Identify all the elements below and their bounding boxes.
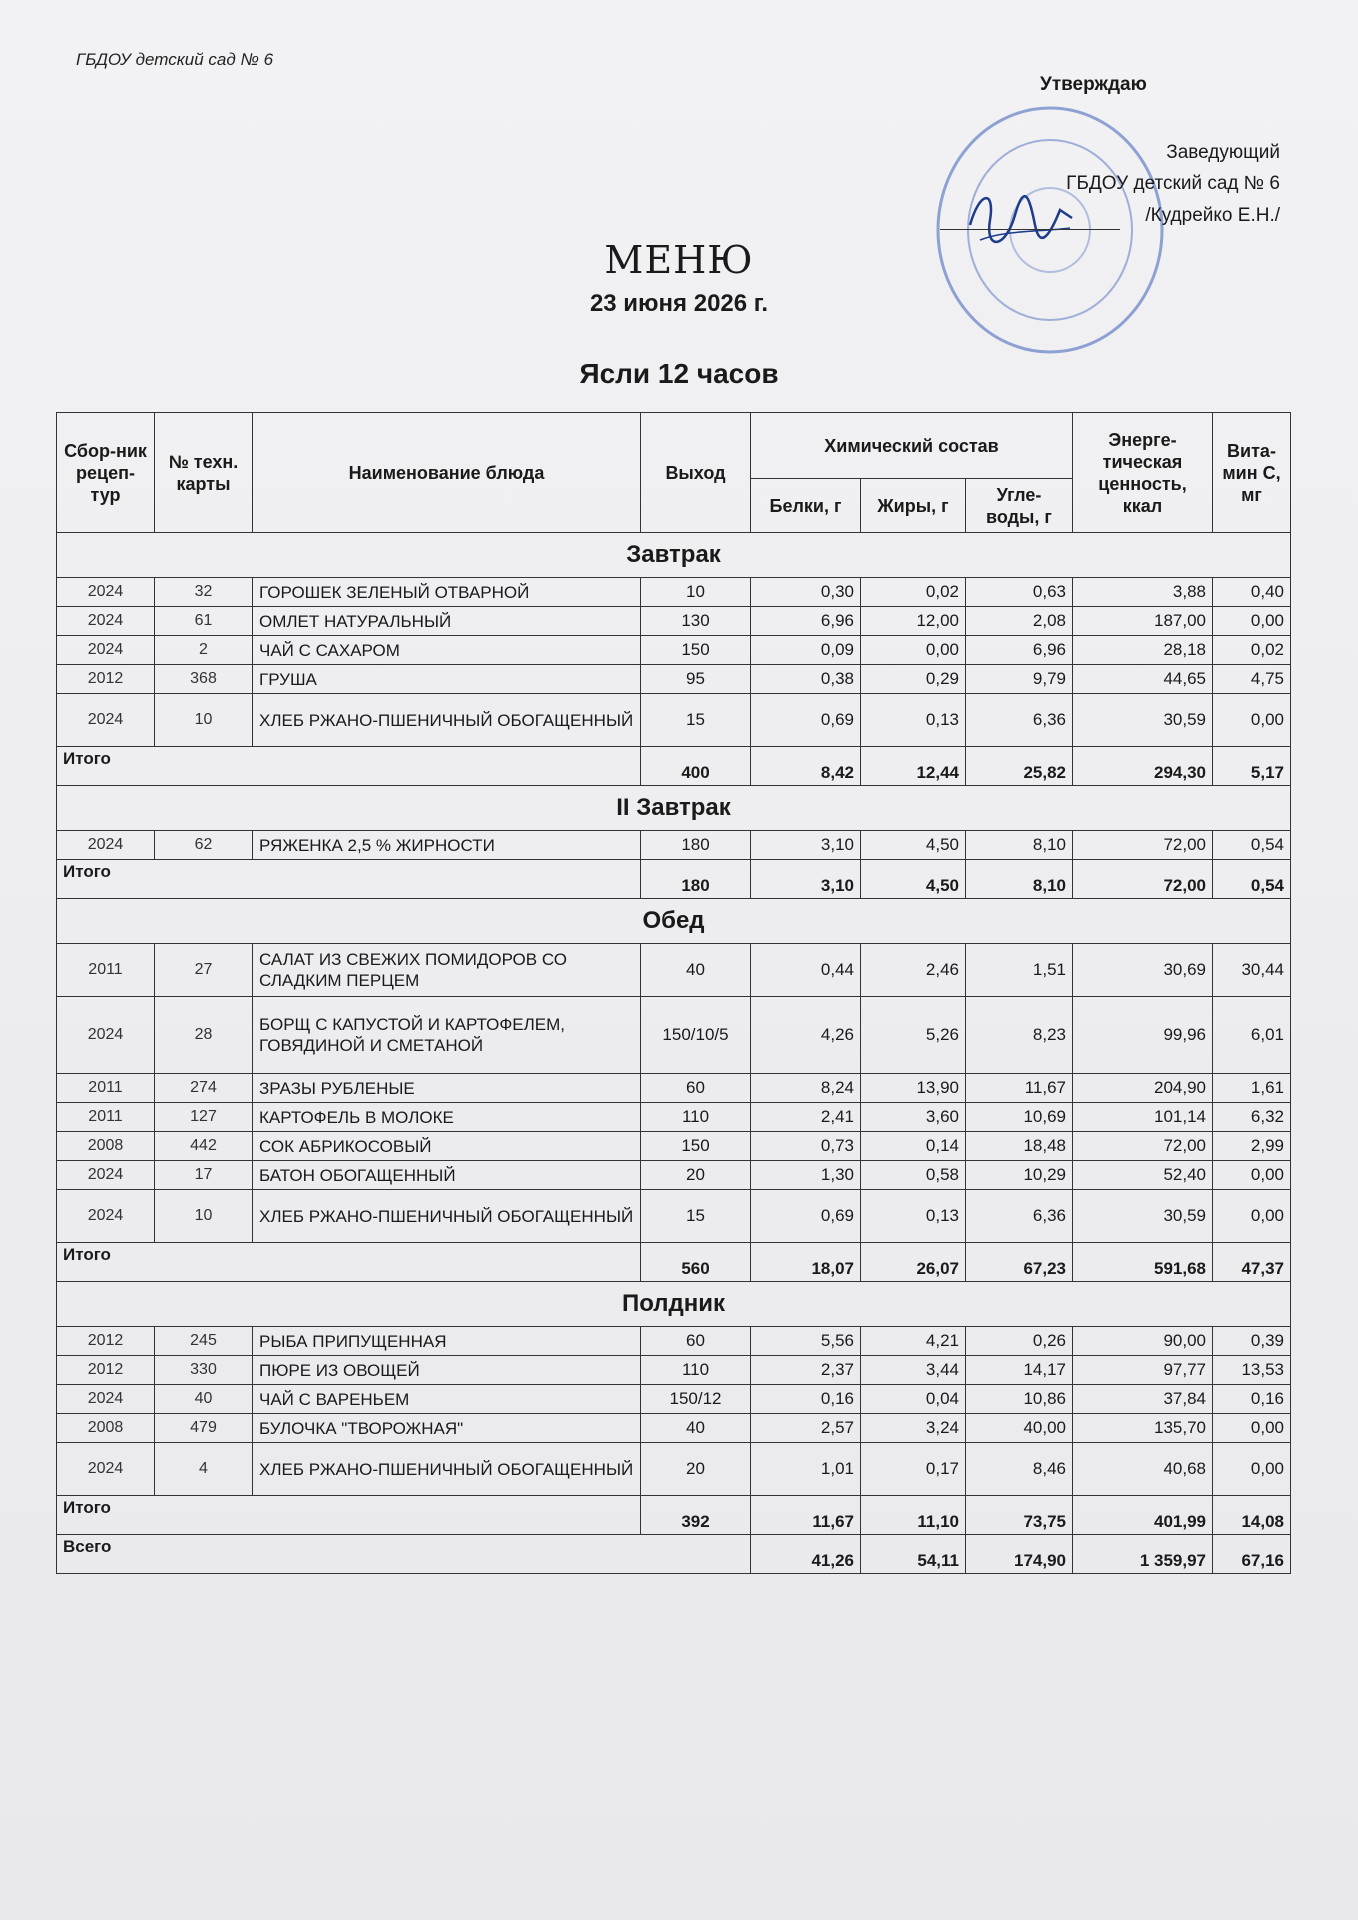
table-row bbox=[57, 694, 1291, 747]
subtotal-row bbox=[57, 747, 1291, 786]
vitamin-c-value: 0,02 bbox=[1213, 636, 1291, 665]
dish-name: ПЮРЕ ИЗ ОВОЩЕЙ bbox=[253, 1356, 641, 1385]
subtotal-row bbox=[57, 1243, 1291, 1282]
table-row bbox=[57, 578, 1291, 607]
table-row bbox=[57, 607, 1291, 636]
recipe-collection-year: 2024 bbox=[57, 1443, 155, 1496]
energy-value: 187,00 bbox=[1073, 607, 1213, 636]
vitamin-c-value: 2,99 bbox=[1213, 1132, 1291, 1161]
dish-output: 110 bbox=[641, 1103, 751, 1132]
header-fat: Жиры, г bbox=[861, 479, 966, 533]
vitamin-c-value: 30,44 bbox=[1213, 944, 1291, 997]
protein-value: 2,57 bbox=[751, 1414, 861, 1443]
signature-line bbox=[940, 229, 1120, 230]
subtotal-output: 392 bbox=[641, 1496, 751, 1535]
recipe-collection-year: 2011 bbox=[57, 1074, 155, 1103]
subtotal-energy: 401,99 bbox=[1073, 1496, 1213, 1535]
vitamin-c-value: 6,01 bbox=[1213, 997, 1291, 1074]
vitamin-c-value: 0,00 bbox=[1213, 1414, 1291, 1443]
subtotal-vitamin-c: 0,54 bbox=[1213, 860, 1291, 899]
recipe-collection-year: 2024 bbox=[57, 1385, 155, 1414]
dish-output: 110 bbox=[641, 1356, 751, 1385]
carbs-value: 8,10 bbox=[966, 831, 1073, 860]
energy-value: 3,88 bbox=[1073, 578, 1213, 607]
section-row bbox=[57, 1282, 1291, 1327]
dish-output: 60 bbox=[641, 1074, 751, 1103]
energy-value: 37,84 bbox=[1073, 1385, 1213, 1414]
energy-value: 99,96 bbox=[1073, 997, 1213, 1074]
carbs-value: 8,46 bbox=[966, 1443, 1073, 1496]
section-title: II Завтрак bbox=[57, 786, 1291, 831]
table-row bbox=[57, 1327, 1291, 1356]
protein-value: 4,26 bbox=[751, 997, 861, 1074]
protein-value: 0,09 bbox=[751, 636, 861, 665]
table-row bbox=[57, 1385, 1291, 1414]
vitamin-c-value: 0,00 bbox=[1213, 1190, 1291, 1243]
menu-subtitle: Ясли 12 часов bbox=[579, 358, 779, 389]
subtotal-vitamin-c: 47,37 bbox=[1213, 1243, 1291, 1282]
fat-value: 0,04 bbox=[861, 1385, 966, 1414]
table-row bbox=[57, 1414, 1291, 1443]
subtotal-energy: 72,00 bbox=[1073, 860, 1213, 899]
header-protein: Белки, г bbox=[751, 479, 861, 533]
recipe-collection-year: 2024 bbox=[57, 607, 155, 636]
dish-name: ЧАЙ С ВАРЕНЬЕМ bbox=[253, 1385, 641, 1414]
dish-output: 150/12 bbox=[641, 1385, 751, 1414]
fat-value: 0,14 bbox=[861, 1132, 966, 1161]
header-techcard: № техн. карты bbox=[155, 413, 253, 533]
recipe-collection-year: 2024 bbox=[57, 636, 155, 665]
table-row bbox=[57, 944, 1291, 997]
recipe-collection-year: 2012 bbox=[57, 1356, 155, 1385]
dish-output: 150 bbox=[641, 1132, 751, 1161]
approval-label: Утверждаю bbox=[1040, 74, 1147, 95]
techcard-number: 32 bbox=[155, 578, 253, 607]
subtotal-carbs: 8,10 bbox=[966, 860, 1073, 899]
energy-value: 72,00 bbox=[1073, 1132, 1213, 1161]
subtotal-fat: 12,44 bbox=[861, 747, 966, 786]
protein-value: 0,44 bbox=[751, 944, 861, 997]
table-row bbox=[57, 997, 1291, 1074]
section-title: Полдник bbox=[57, 1282, 1291, 1327]
head-title: Заведующий bbox=[1166, 142, 1280, 163]
carbs-value: 0,63 bbox=[966, 578, 1073, 607]
dish-name: ГРУША bbox=[253, 665, 641, 694]
dish-output: 20 bbox=[641, 1161, 751, 1190]
fat-value: 2,46 bbox=[861, 944, 966, 997]
protein-value: 0,38 bbox=[751, 665, 861, 694]
vitamin-c-value: 0,00 bbox=[1213, 1443, 1291, 1496]
dish-name: ГОРОШЕК ЗЕЛЕНЫЙ ОТВАРНОЙ bbox=[253, 578, 641, 607]
dish-name: РЯЖЕНКА 2,5 % ЖИРНОСТИ bbox=[253, 831, 641, 860]
fat-value: 4,50 bbox=[861, 831, 966, 860]
table-row bbox=[57, 1074, 1291, 1103]
techcard-number: 4 bbox=[155, 1443, 253, 1496]
grand-total-row bbox=[57, 1535, 1291, 1574]
head-organization: ГБДОУ детский сад № 6 bbox=[1066, 173, 1280, 194]
subtotal-output: 180 bbox=[641, 860, 751, 899]
protein-value: 0,69 bbox=[751, 694, 861, 747]
protein-value: 2,37 bbox=[751, 1356, 861, 1385]
protein-value: 1,01 bbox=[751, 1443, 861, 1496]
carbs-value: 2,08 bbox=[966, 607, 1073, 636]
subtotal-protein: 18,07 bbox=[751, 1243, 861, 1282]
carbs-value: 11,67 bbox=[966, 1074, 1073, 1103]
techcard-number: 2 bbox=[155, 636, 253, 665]
vitamin-c-value: 0,00 bbox=[1213, 694, 1291, 747]
vitamin-c-value: 0,39 bbox=[1213, 1327, 1291, 1356]
dish-name: БУЛОЧКА "ТВОРОЖНАЯ" bbox=[253, 1414, 641, 1443]
dish-name: БОРЩ С КАПУСТОЙ И КАРТОФЕЛЕМ, ГОВЯДИНОЙ И СМЕТАНОЙ bbox=[253, 997, 641, 1074]
energy-value: 204,90 bbox=[1073, 1074, 1213, 1103]
techcard-number: 274 bbox=[155, 1074, 253, 1103]
grand-total-label: Всего bbox=[57, 1535, 751, 1574]
subtotal-fat: 4,50 bbox=[861, 860, 966, 899]
table-row bbox=[57, 1356, 1291, 1385]
protein-value: 0,16 bbox=[751, 1385, 861, 1414]
vitamin-c-value: 0,00 bbox=[1213, 1161, 1291, 1190]
subtotal-energy: 294,30 bbox=[1073, 747, 1213, 786]
dish-name: РЫБА ПРИПУЩЕННАЯ bbox=[253, 1327, 641, 1356]
protein-value: 5,56 bbox=[751, 1327, 861, 1356]
techcard-number: 245 bbox=[155, 1327, 253, 1356]
techcard-number: 61 bbox=[155, 607, 253, 636]
dish-output: 150/10/5 bbox=[641, 997, 751, 1074]
recipe-collection-year: 2008 bbox=[57, 1414, 155, 1443]
fat-value: 0,13 bbox=[861, 694, 966, 747]
protein-value: 8,24 bbox=[751, 1074, 861, 1103]
dish-output: 20 bbox=[641, 1443, 751, 1496]
grand-total-carbs: 174,90 bbox=[966, 1535, 1073, 1574]
carbs-value: 6,36 bbox=[966, 1190, 1073, 1243]
vitamin-c-value: 0,16 bbox=[1213, 1385, 1291, 1414]
table-row bbox=[57, 636, 1291, 665]
recipe-collection-year: 2011 bbox=[57, 944, 155, 997]
grand-total-vitamin-c: 67,16 bbox=[1213, 1535, 1291, 1574]
carbs-value: 0,26 bbox=[966, 1327, 1073, 1356]
section-row bbox=[57, 899, 1291, 944]
energy-value: 72,00 bbox=[1073, 831, 1213, 860]
header-vitamin: Вита-мин С, мг bbox=[1213, 413, 1291, 533]
organization-name: ГБДОУ детский сад № 6 bbox=[76, 50, 274, 69]
energy-value: 135,70 bbox=[1073, 1414, 1213, 1443]
section-row bbox=[57, 786, 1291, 831]
techcard-number: 27 bbox=[155, 944, 253, 997]
techcard-number: 17 bbox=[155, 1161, 253, 1190]
table-row bbox=[57, 1161, 1291, 1190]
dish-name: ОМЛЕТ НАТУРАЛЬНЫЙ bbox=[253, 607, 641, 636]
protein-value: 6,96 bbox=[751, 607, 861, 636]
recipe-collection-year: 2024 bbox=[57, 997, 155, 1074]
dish-output: 10 bbox=[641, 578, 751, 607]
techcard-number: 10 bbox=[155, 1190, 253, 1243]
subtotal-carbs: 73,75 bbox=[966, 1496, 1073, 1535]
dish-output: 15 bbox=[641, 1190, 751, 1243]
energy-value: 101,14 bbox=[1073, 1103, 1213, 1132]
fat-value: 0,17 bbox=[861, 1443, 966, 1496]
energy-value: 30,59 bbox=[1073, 694, 1213, 747]
dish-output: 95 bbox=[641, 665, 751, 694]
energy-value: 90,00 bbox=[1073, 1327, 1213, 1356]
vitamin-c-value: 0,00 bbox=[1213, 607, 1291, 636]
protein-value: 1,30 bbox=[751, 1161, 861, 1190]
section-title: Завтрак bbox=[57, 533, 1291, 578]
energy-value: 52,40 bbox=[1073, 1161, 1213, 1190]
subtotal-output: 400 bbox=[641, 747, 751, 786]
table-row bbox=[57, 665, 1291, 694]
recipe-collection-year: 2012 bbox=[57, 665, 155, 694]
fat-value: 0,58 bbox=[861, 1161, 966, 1190]
protein-value: 0,30 bbox=[751, 578, 861, 607]
recipe-collection-year: 2011 bbox=[57, 1103, 155, 1132]
recipe-collection-year: 2008 bbox=[57, 1132, 155, 1161]
fat-value: 12,00 bbox=[861, 607, 966, 636]
header-output: Выход bbox=[641, 413, 751, 533]
energy-value: 28,18 bbox=[1073, 636, 1213, 665]
header-carbs: Угле-воды, г bbox=[966, 479, 1073, 533]
grand-total-fat: 54,11 bbox=[861, 1535, 966, 1574]
fat-value: 0,29 bbox=[861, 665, 966, 694]
techcard-number: 368 bbox=[155, 665, 253, 694]
carbs-value: 40,00 bbox=[966, 1414, 1073, 1443]
dish-name: САЛАТ ИЗ СВЕЖИХ ПОМИДОРОВ СО СЛАДКИМ ПЕРЦЕМ bbox=[253, 944, 641, 997]
subtotal-row bbox=[57, 860, 1291, 899]
fat-value: 0,00 bbox=[861, 636, 966, 665]
head-name: /Кудрейко Е.Н./ bbox=[1145, 205, 1280, 226]
carbs-value: 8,23 bbox=[966, 997, 1073, 1074]
carbs-value: 6,36 bbox=[966, 694, 1073, 747]
techcard-number: 28 bbox=[155, 997, 253, 1074]
header-energy: Энерге-тическая ценность, ккал bbox=[1073, 413, 1213, 533]
carbs-value: 6,96 bbox=[966, 636, 1073, 665]
techcard-number: 127 bbox=[155, 1103, 253, 1132]
fat-value: 4,21 bbox=[861, 1327, 966, 1356]
subtotal-fat: 11,10 bbox=[861, 1496, 966, 1535]
subtotal-vitamin-c: 14,08 bbox=[1213, 1496, 1291, 1535]
fat-value: 3,24 bbox=[861, 1414, 966, 1443]
subtotal-fat: 26,07 bbox=[861, 1243, 966, 1282]
techcard-number: 62 bbox=[155, 831, 253, 860]
recipe-collection-year: 2024 bbox=[57, 578, 155, 607]
table-row bbox=[57, 831, 1291, 860]
subtotal-protein: 3,10 bbox=[751, 860, 861, 899]
header-chemical: Химический состав bbox=[751, 413, 1073, 479]
subtotal-carbs: 67,23 bbox=[966, 1243, 1073, 1282]
protein-value: 0,69 bbox=[751, 1190, 861, 1243]
vitamin-c-value: 13,53 bbox=[1213, 1356, 1291, 1385]
subtotal-protein: 11,67 bbox=[751, 1496, 861, 1535]
energy-value: 40,68 bbox=[1073, 1443, 1213, 1496]
dish-output: 40 bbox=[641, 1414, 751, 1443]
dish-output: 150 bbox=[641, 636, 751, 665]
vitamin-c-value: 0,40 bbox=[1213, 578, 1291, 607]
dish-name: ЗРАЗЫ РУБЛЕНЫЕ bbox=[253, 1074, 641, 1103]
dish-name: БАТОН ОБОГАЩЕННЫЙ bbox=[253, 1161, 641, 1190]
protein-value: 2,41 bbox=[751, 1103, 861, 1132]
dish-output: 15 bbox=[641, 694, 751, 747]
grand-total-protein: 41,26 bbox=[751, 1535, 861, 1574]
recipe-collection-year: 2012 bbox=[57, 1327, 155, 1356]
carbs-value: 10,69 bbox=[966, 1103, 1073, 1132]
energy-value: 30,59 bbox=[1073, 1190, 1213, 1243]
table-row bbox=[57, 1190, 1291, 1243]
protein-value: 0,73 bbox=[751, 1132, 861, 1161]
subtotal-energy: 591,68 bbox=[1073, 1243, 1213, 1282]
section-row bbox=[57, 533, 1291, 578]
fat-value: 5,26 bbox=[861, 997, 966, 1074]
protein-value: 3,10 bbox=[751, 831, 861, 860]
dish-output: 60 bbox=[641, 1327, 751, 1356]
energy-value: 44,65 bbox=[1073, 665, 1213, 694]
recipe-collection-year: 2024 bbox=[57, 694, 155, 747]
table-row bbox=[57, 1132, 1291, 1161]
carbs-value: 10,86 bbox=[966, 1385, 1073, 1414]
subtotal-vitamin-c: 5,17 bbox=[1213, 747, 1291, 786]
recipe-collection-year: 2024 bbox=[57, 1161, 155, 1190]
dish-output: 40 bbox=[641, 944, 751, 997]
fat-value: 3,44 bbox=[861, 1356, 966, 1385]
menu-table-body bbox=[57, 533, 1291, 1574]
techcard-number: 330 bbox=[155, 1356, 253, 1385]
header-collection: Сбор-ник рецеп-тур bbox=[57, 413, 155, 533]
dish-name: ХЛЕБ РЖАНО-ПШЕНИЧНЫЙ ОБОГАЩЕННЫЙ bbox=[253, 1190, 641, 1243]
recipe-collection-year: 2024 bbox=[57, 831, 155, 860]
dish-name: ЧАЙ С САХАРОМ bbox=[253, 636, 641, 665]
fat-value: 13,90 bbox=[861, 1074, 966, 1103]
dish-output: 180 bbox=[641, 831, 751, 860]
techcard-number: 10 bbox=[155, 694, 253, 747]
subtotal-output: 560 bbox=[641, 1243, 751, 1282]
table-row bbox=[57, 1103, 1291, 1132]
recipe-collection-year: 2024 bbox=[57, 1190, 155, 1243]
fat-value: 0,02 bbox=[861, 578, 966, 607]
techcard-number: 40 bbox=[155, 1385, 253, 1414]
dish-output: 130 bbox=[641, 607, 751, 636]
vitamin-c-value: 4,75 bbox=[1213, 665, 1291, 694]
techcard-number: 442 bbox=[155, 1132, 253, 1161]
carbs-value: 9,79 bbox=[966, 665, 1073, 694]
grand-total-energy: 1 359,97 bbox=[1073, 1535, 1213, 1574]
vitamin-c-value: 1,61 bbox=[1213, 1074, 1291, 1103]
carbs-value: 10,29 bbox=[966, 1161, 1073, 1190]
dish-name: КАРТОФЕЛЬ В МОЛОКЕ bbox=[253, 1103, 641, 1132]
subtotal-label: Итого bbox=[57, 747, 641, 786]
section-title: Обед bbox=[57, 899, 1291, 944]
table-row bbox=[57, 1443, 1291, 1496]
fat-value: 0,13 bbox=[861, 1190, 966, 1243]
dish-name: ХЛЕБ РЖАНО-ПШЕНИЧНЫЙ ОБОГАЩЕННЫЙ bbox=[253, 1443, 641, 1496]
header-dish-name: Наименование блюда bbox=[253, 413, 641, 533]
techcard-number: 479 bbox=[155, 1414, 253, 1443]
carbs-value: 14,17 bbox=[966, 1356, 1073, 1385]
vitamin-c-value: 6,32 bbox=[1213, 1103, 1291, 1132]
subtotal-carbs: 25,82 bbox=[966, 747, 1073, 786]
subtotal-label: Итого bbox=[57, 1496, 641, 1535]
energy-value: 30,69 bbox=[1073, 944, 1213, 997]
fat-value: 3,60 bbox=[861, 1103, 966, 1132]
dish-name: СОК АБРИКОСОВЫЙ bbox=[253, 1132, 641, 1161]
carbs-value: 1,51 bbox=[966, 944, 1073, 997]
subtotal-row bbox=[57, 1496, 1291, 1535]
menu-table bbox=[56, 412, 1291, 1574]
menu-date: 23 июня 2026 г. bbox=[589, 290, 769, 317]
dish-name: ХЛЕБ РЖАНО-ПШЕНИЧНЫЙ ОБОГАЩЕННЫЙ bbox=[253, 694, 641, 747]
subtotal-label: Итого bbox=[57, 860, 641, 899]
page-title: МЕНЮ bbox=[604, 238, 754, 282]
energy-value: 97,77 bbox=[1073, 1356, 1213, 1385]
vitamin-c-value: 0,54 bbox=[1213, 831, 1291, 860]
subtotal-label: Итого bbox=[57, 1243, 641, 1282]
subtotal-protein: 8,42 bbox=[751, 747, 861, 786]
carbs-value: 18,48 bbox=[966, 1132, 1073, 1161]
